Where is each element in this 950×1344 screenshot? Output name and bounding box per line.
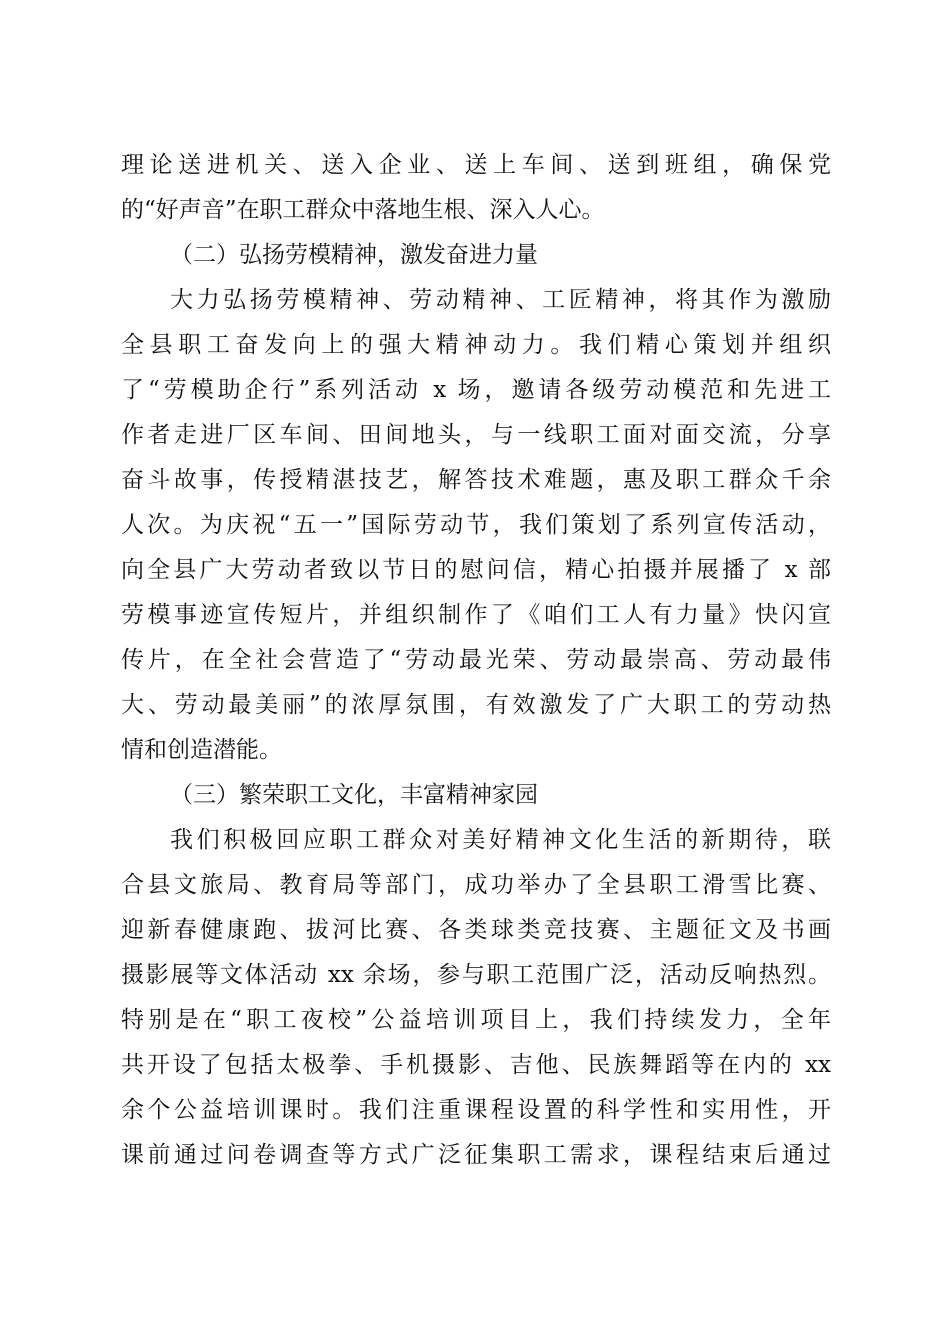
section-heading-2: （二）弘扬劳模精神，激发奋进力量: [170, 242, 538, 268]
text-line: 迎新春健康跑、拔河比赛、各类球类竞技赛、主题征文及书画: [121, 917, 831, 943]
text-line: 摄影展等文体活动 xx 余场，参与职工范围广泛，活动反响热烈。: [121, 962, 831, 988]
text-line: 理论送进机关、送入企业、送上车间、送到班组，确保党: [121, 152, 831, 178]
text-line: 我们积极回应职工群众对美好精神文化生活的新期待，联: [170, 827, 831, 853]
text-line: 传片，在全社会营造了“劳动最光荣、劳动最崇高、劳动最伟: [121, 647, 831, 673]
text-line: 劳模事迹宣传短片，并组织制作了《咱们工人有力量》快闪宣: [121, 602, 831, 628]
text-line: 的“好声音”在职工群众中落地生根、深入人心。: [121, 197, 605, 223]
text-line: 共开设了包括太极拳、手机摄影、吉他、民族舞蹈等在内的 xx: [121, 1052, 831, 1078]
text-line: 向全县广大劳动者致以节日的慰问信，精心拍摄并展播了 x 部: [121, 557, 831, 583]
text-line: 余个公益培训课时。我们注重课程设置的科学性和实用性，开: [121, 1097, 831, 1123]
text-line: 了“劳模助企行”系列活动 x 场，邀请各级劳动模范和先进工: [121, 377, 831, 403]
text-line: 大、劳动最美丽”的浓厚氛围，有效激发了广大职工的劳动热: [121, 692, 831, 718]
text-line: 合县文旅局、教育局等部门，成功举办了全县职工滑雪比赛、: [121, 872, 831, 898]
text-line: 奋斗故事，传授精湛技艺，解答技术难题，惠及职工群众千余: [121, 467, 831, 493]
text-line: 大力弘扬劳模精神、劳动精神、工匠精神，将其作为激励: [170, 287, 831, 313]
text-line: 课前通过问卷调查等方式广泛征集职工需求，课程结束后通过: [121, 1142, 831, 1168]
section-heading-3: （三）繁荣职工文化，丰富精神家园: [170, 782, 538, 808]
text-line: 全县职工奋发向上的强大精神动力。我们精心策划并组织: [121, 332, 831, 358]
text-line: 情和创造潜能。: [121, 737, 282, 763]
text-line: 作者走进厂区车间、田间地头，与一线职工面对面交流，分享: [121, 422, 831, 448]
text-line: 特别是在“职工夜校”公益培训项目上，我们持续发力，全年: [121, 1007, 831, 1033]
text-line: 人次。为庆祝“五一”国际劳动节，我们策划了系列宣传活动，: [121, 512, 831, 538]
